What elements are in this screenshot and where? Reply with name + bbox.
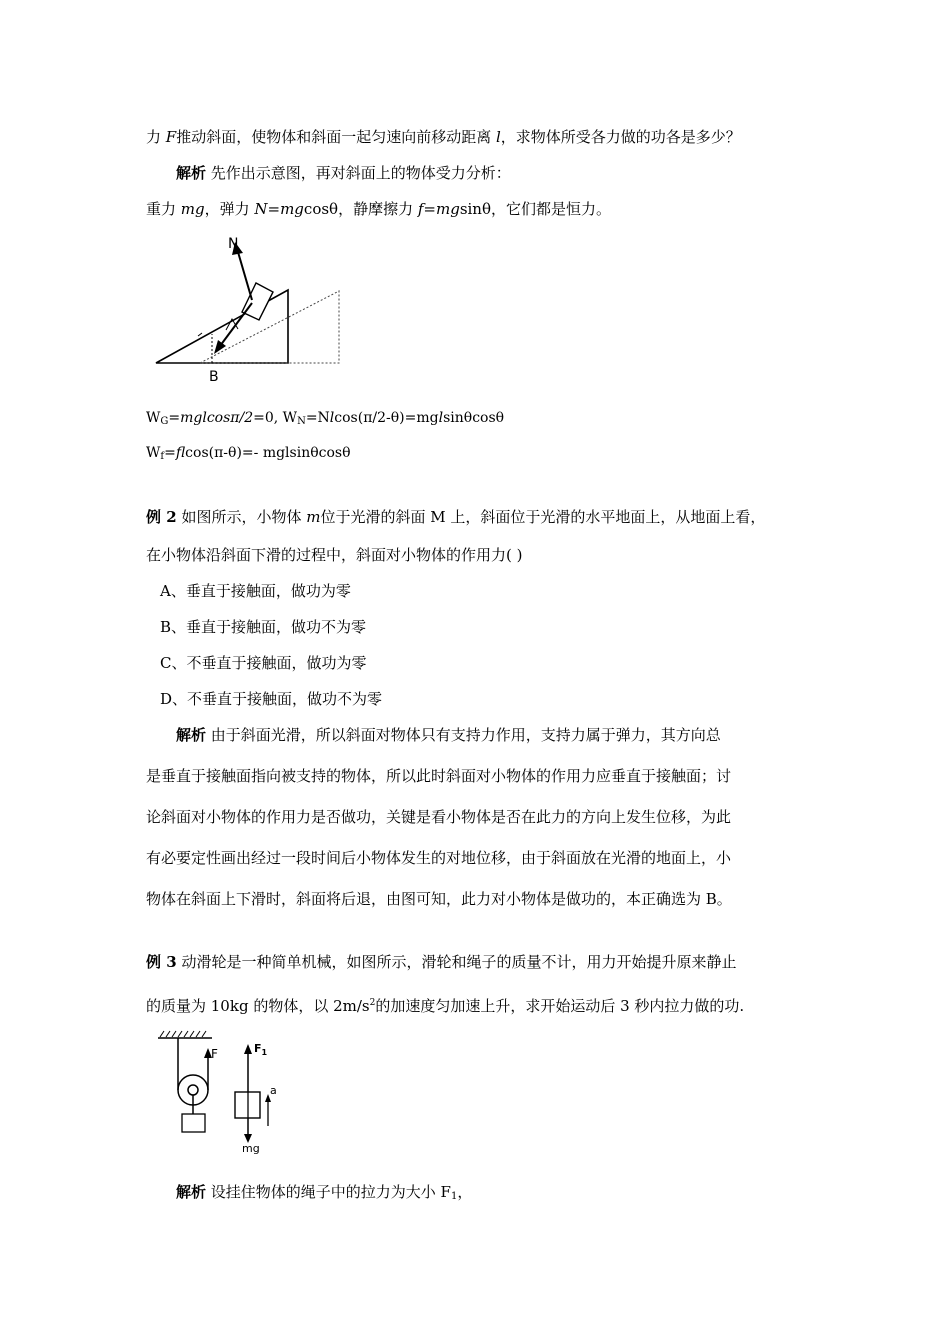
solution-label: 解析: [176, 1183, 207, 1201]
pull-force-label: F: [211, 1047, 218, 1061]
acceleration-label: a: [270, 1084, 277, 1097]
example-2-line-1: 例 2 如图所示，小物体 m位于光滑的斜面 M 上，斜面位于光滑的水平地面上，从地面上看，: [146, 508, 766, 526]
example-label: 例 2: [146, 508, 177, 526]
problem-continuation: 力 F推动斜面，使物体和斜面一起匀速向前移动距离 l，求物体所受各力做的功各是多少？: [146, 128, 741, 146]
solution-2-line-2: 是垂直于接触面指向被支持的物体，所以此时斜面对小物体的作用力应垂直于接触面；讨: [146, 767, 732, 785]
weight-label: mg: [242, 1142, 260, 1155]
solution-2-line-5: 物体在斜面上下滑时，斜面将后退，由图可知，此力对小物体是做功的，本正确选为 B。: [146, 890, 732, 908]
example-label: 例 3: [146, 953, 177, 971]
solution-2-line-3: 论斜面对小物体的作用力是否做功，关键是看小物体是否在此力的方向上发生位移，为此: [146, 808, 732, 826]
incline-force-diagram: [140, 228, 360, 388]
solution-label: 解析: [176, 164, 207, 182]
option-c: C、不垂直于接触面，做功为零: [160, 654, 367, 672]
example-2-line-2: 在小物体沿斜面下滑的过程中，斜面对小物体的作用力( ): [146, 546, 523, 564]
option-b: B、垂直于接触面，做功不为零: [160, 618, 367, 636]
work-equation-2: $W_f=flcos(\pi-\theta)=-$ mglsinθcosθ: [146, 445, 351, 462]
example-3-line-2: 的质量为 10kg 的物体，以 $2m/s^2$的加速度匀加速上升，求开始运动后 3 秒内拉力做的功.: [146, 997, 745, 1015]
force-list: 重力 mg，弹力 N=mgcosθ，静摩擦力 f=mgsinθ，它们都是恒力。: [146, 200, 611, 218]
option-d: D、不垂直于接触面，做功不为零: [160, 690, 383, 708]
solution-label: 解析: [176, 726, 207, 744]
point-b-label: B: [209, 369, 219, 385]
pulley-diagram: [150, 1028, 290, 1158]
solution-1-intro: 解析 先作出示意图，再对斜面上的物体受力分析：: [176, 164, 511, 182]
work-equation-1: $W_G=mglcos\pi/2=0$, $W_N=Nlcos(\pi/2-\theta)=mglsin\theta\cos\theta$: [146, 410, 505, 427]
solution-2-line-4: 有必要定性画出经过一段时间后小物体发生的对地位移，由于斜面放在光滑的地面上，小: [146, 849, 732, 867]
solution-3-intro: 解析 设挂住物体的绳子中的拉力为大小 $F_1$，: [176, 1183, 473, 1202]
solution-2-line-1: 解析 由于斜面光滑，所以斜面对物体只有支持力作用，支持力属于弹力，其方向总: [176, 726, 721, 744]
tension-label: $F_1$: [254, 1042, 268, 1057]
normal-force-label: N: [228, 236, 239, 252]
option-a: A、垂直于接触面，做功为零: [160, 582, 351, 600]
example-3-line-1: 例 3 动滑轮是一种简单机械，如图所示，滑轮和绳子的质量不计，用力开始提升原来静止: [146, 953, 737, 971]
